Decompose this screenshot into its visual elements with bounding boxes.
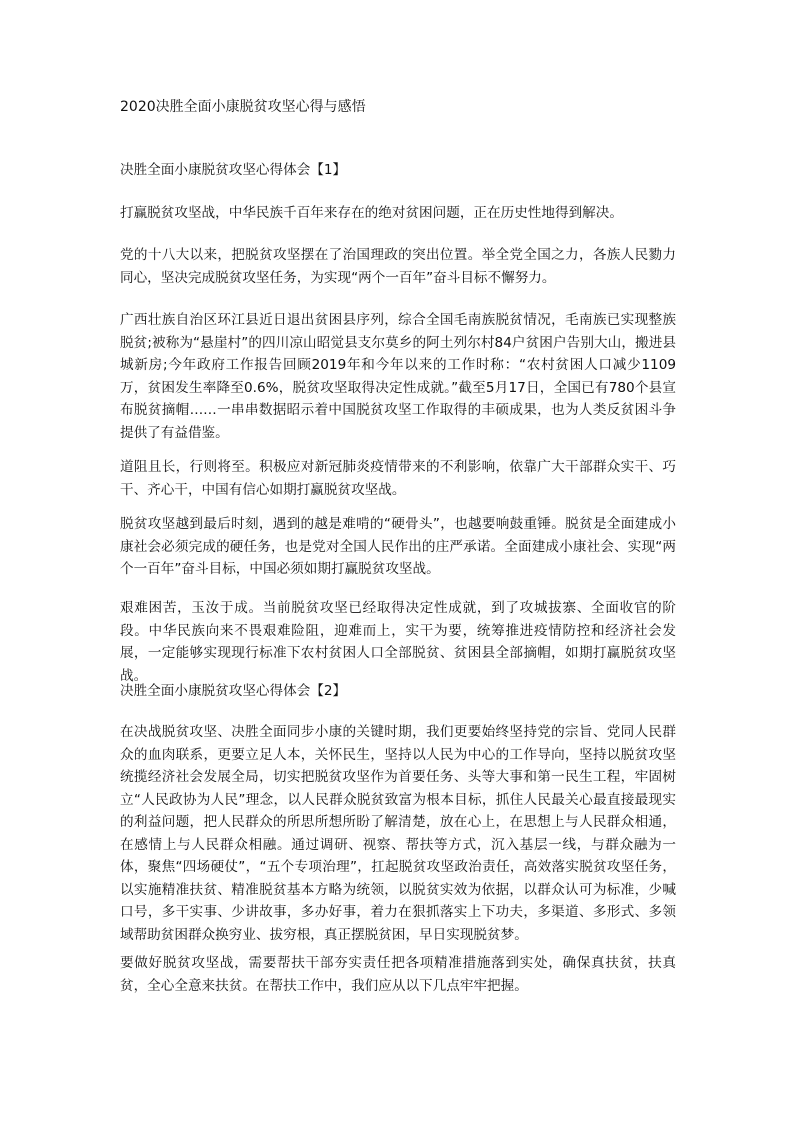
section-heading-2: 决胜全面小康脱贫攻坚心得体会【2】 [120,683,347,699]
paragraph: 党的十八大以来，把脱贫攻坚摆在了治国理政的突出位置。举全党全国之力，各族人民勠力同心，坚决完成脱贫攻坚任务，为实现“两个一百年”奋斗目标不懈努力。 [120,247,676,286]
paragraph: 艰难困苦，玉汝于成。当前脱贫攻坚已经取得决定性成就，到了攻城拔寨、全面收官的阶段。中华民族向来不畏艰难险阻，迎难而上，实干为要，统筹推进疫情防控和经济社会发展，一定能够实现现行标准下农村贫困人口全部脱贫、贫困县全部摘帽，如期打赢脱贫攻坚战。 [120,600,676,684]
paragraph: 在决战脱贫攻坚、决胜全面同步小康的关键时期，我们更要始终坚持党的宗旨、党同人民群众的血肉联系，更要立足人本，关怀民生，坚持以人民为中心的工作导向，坚持以脱贫攻坚统揽经济社会发展全局，切实把脱贫攻坚作为首要任务、头等大事和第一民生工程，牢固树立“人民政协为人民”理念，以人民群众脱贫致富为根本目标，抓住人民最关心最直接最现实的利益问题，把人民群众的所思所想所盼了解清楚，放在心上，在思想上与人民群众相通，在感情上与人民群众相融。通过调研、视察、帮扶等方式，沉入基层一线，与群众融为一体，聚焦“四场硬仗”，“五个专项治理”，扛起脱贫攻坚政治责任，高效落实脱贫攻坚任务，以实施精准扶贫、精准脱贫基本方略为统领，以脱贫实效为依据，以群众认可为标准，少喊口号，多干实事、少讲故事，多办好事，着力在狠抓落实上下功夫，多渠道、多形式、多领域帮助贫困群众换穷业、拔穷根，真正摆脱贫困，早日实现脱贫梦。 [120,724,676,943]
paragraph: 打赢脱贫攻坚战，中华民族千百年来存在的绝对贫困问题，正在历史性地得到解决。 [120,205,623,221]
document-title: 2020决胜全面小康脱贫攻坚心得与感悟 [120,99,366,115]
section-heading-1: 决胜全面小康脱贫攻坚心得体会【1】 [120,162,347,178]
paragraph: 广西壮族自治区环江县近日退出贫困县序列，综合全国毛南族脱贫情况，毛南族已实现整族脱贫;被称为“悬崖村”的四川凉山昭觉县支尔莫乡的阿土列尔村84户贫困户告别大山，搬进县城新房;今年政府工作报告回顾2019年和今年以来的工作时称：“农村贫困人口减少1109万，贫困发生率降至0.6%，脱贫攻坚取得决定性成就。”截至5月17日，全国已有780个县宣布脱贫摘帽……一串串数据昭示着中国脱贫攻坚工作取得的丰硕成果，也为人类反贫困斗争提供了有益借鉴。 [120,312,676,441]
paragraph: 要做好脱贫攻坚战，需要帮扶干部夯实责任把各项精准措施落到实处，确保真扶贫，扶真贫，全心全意来扶贫。在帮扶工作中，我们应从以下几点牢牢把握。 [120,955,676,994]
paragraph: 脱贫攻坚越到最后时刻，遇到的越是难啃的“硬骨头”，也越要响鼓重锤。脱贫是全面建成小康社会必须完成的硬任务，也是党对全国人民作出的庄严承诺。全面建成小康社会、实现“两个一百年”奋斗目标，中国必须如期打赢脱贫攻坚战。 [120,516,676,577]
paragraph: 道阻且长，行则将至。积极应对新冠肺炎疫情带来的不利影响，依靠广大干部群众实干、巧干、齐心干，中国有信心如期打赢脱贫攻坚战。 [120,459,676,498]
